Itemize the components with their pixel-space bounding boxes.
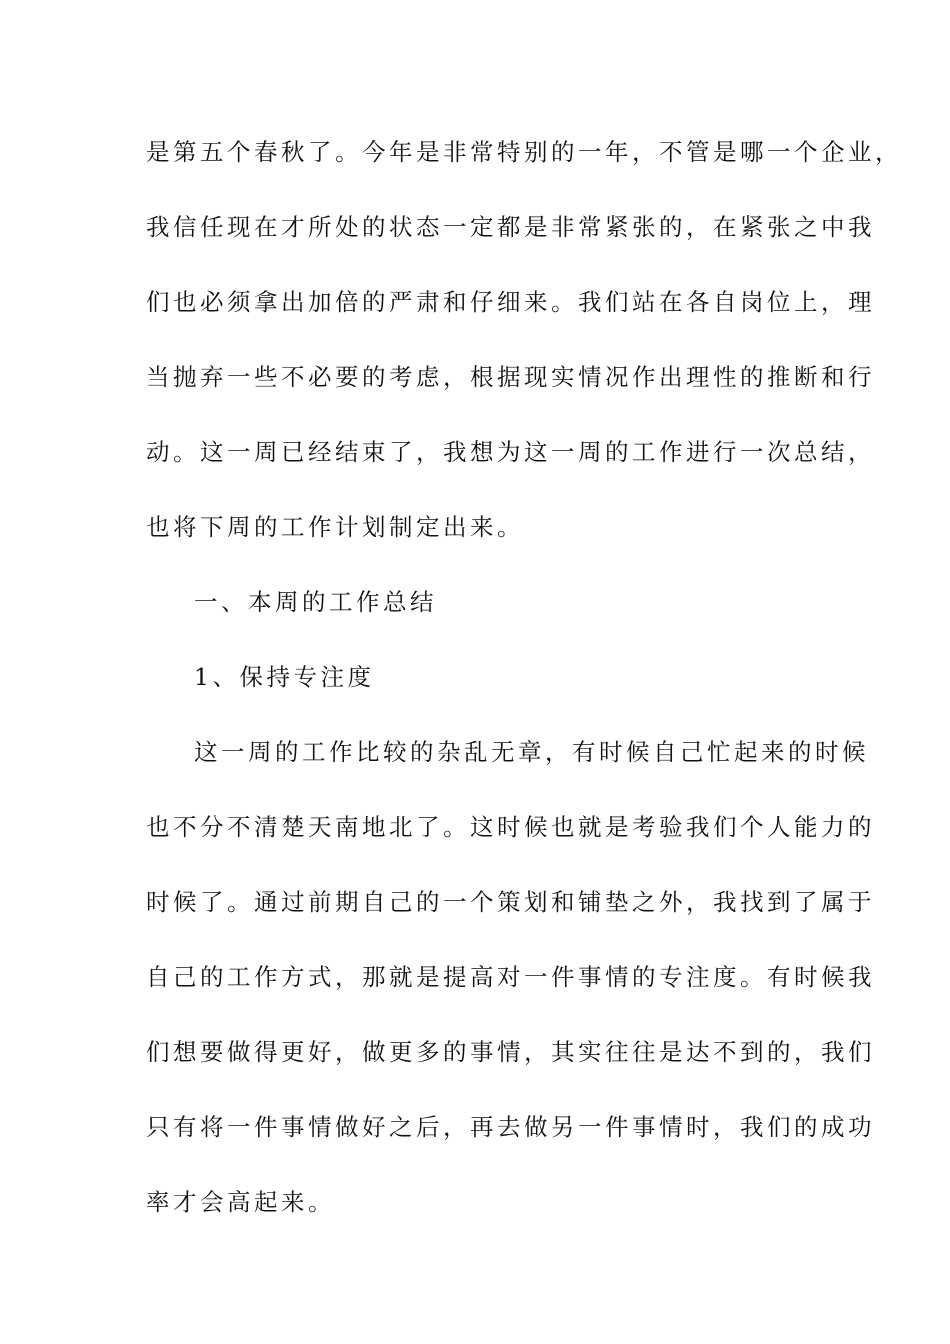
paragraph-2-line-1: 这一周的工作比较的杂乱无章，有时候自己忙起来的时候 xyxy=(194,738,869,766)
paragraph-1-line-4: 当抛弃一些不必要的考虑，根据现实情况作出理性的推断和行 xyxy=(146,363,875,391)
paragraph-1-line-5: 动。这一周已经结束了，我想为这一周的工作进行一次总结， xyxy=(146,438,875,466)
paragraph-2-line-3: 时候了。通过前期自己的一个策划和铺垫之外，我找到了属于 xyxy=(146,888,875,916)
paragraph-2-line-5: 们想要做得更好，做更多的事情，其实往往是达不到的，我们 xyxy=(146,1038,875,1066)
paragraph-2-line-7: 率才会高起来。 xyxy=(146,1188,335,1216)
paragraph-1-line-2: 我信任现在才所处的状态一定都是非常紧张的，在紧张之中我 xyxy=(146,213,875,241)
paragraph-1-line-3: 们也必须拿出加倍的严肃和仔细来。我们站在各自岗位上，理 xyxy=(146,288,875,316)
paragraph-2-line-6: 只有将一件事情做好之后，再去做另一件事情时，我们的成功 xyxy=(146,1113,875,1141)
paragraph-1-line-6: 也将下周的工作计划制定出来。 xyxy=(146,513,524,541)
section-heading: 一、本周的工作总结 xyxy=(194,588,437,616)
paragraph-2-line-4: 自己的工作方式，那就是提高对一件事情的专注度。有时候我 xyxy=(146,963,875,991)
paragraph-1-line-1: 是第五个春秋了。今年是非常特别的一年，不管是哪一个企业， xyxy=(146,138,902,166)
paragraph-2-line-2: 也不分不清楚天南地北了。这时候也就是考验我们个人能力的 xyxy=(146,813,875,841)
subsection-heading: 1、保持专注度 xyxy=(194,663,375,691)
